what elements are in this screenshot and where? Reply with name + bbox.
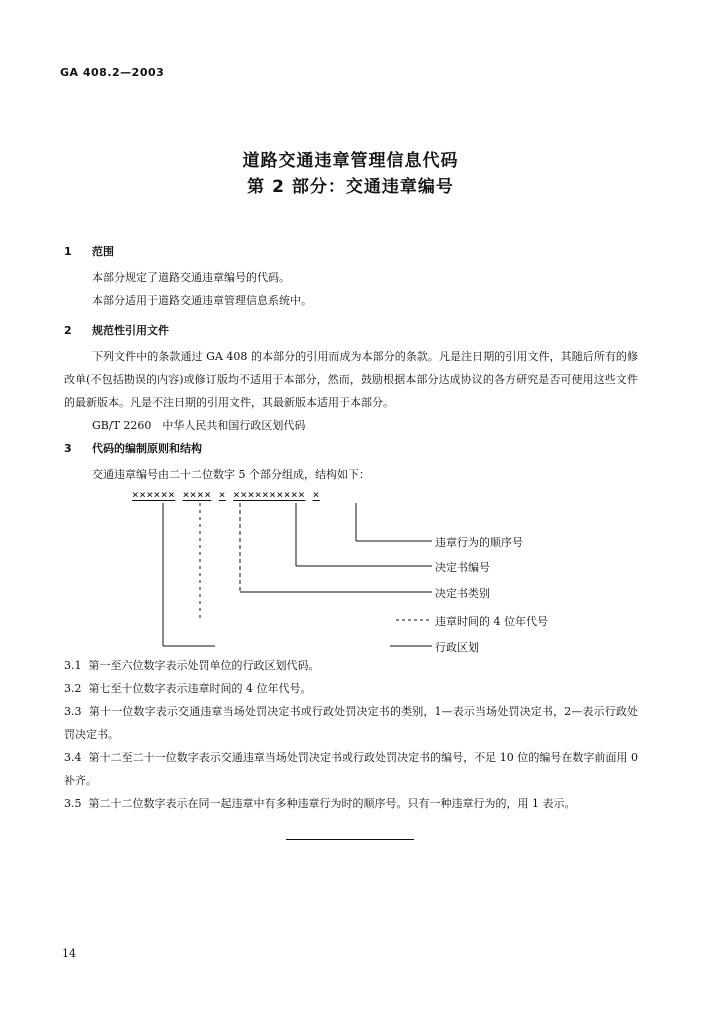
clause-text: 第一至六位数字表示处罚单位的行政区划代码。 [88, 659, 320, 672]
section-title: 代码的编制原则和结构 [92, 442, 202, 455]
clause-text: 第二十二位数字表示在同一起违章中有多种违章行为时的顺序号。只有一种违章行为的，用 1 表示。 [88, 797, 576, 810]
page-subtitle: 第 2 部分：交通违章编号 [247, 177, 454, 197]
clause-item [64, 677, 638, 700]
label-year: 违章时间的 4 位年代号 [435, 615, 548, 628]
section-number: 1 [64, 245, 72, 258]
code-group-year: ×××× [182, 488, 212, 501]
section-1-line: 本部分规定了道路交通违章编号的代码。 [92, 271, 290, 284]
label-region: 行政区划 [435, 641, 479, 654]
structure-intro: 交通违章编号由二十二位数字 5 个部分组成，结构如下： [92, 468, 370, 481]
section-number: 2 [64, 324, 72, 337]
normative-reference: GB/T 2260 中华人民共和国行政区划代码 [92, 419, 306, 432]
page-number: 14 [62, 947, 76, 960]
code-group-number: ×××××××××× [233, 488, 306, 501]
label-decision-type: 决定书类别 [435, 587, 490, 600]
document-id: GA 408.2—2003 [60, 66, 165, 79]
clause-text: 第十一位数字表示交通违章当场处罚决定书或行政处罚决定书的类别，1—表示当场处罚决定书，2—表示行政处罚决定书。 [64, 705, 638, 741]
label-sequence: 违章行为的顺序号 [435, 536, 523, 549]
clause-number: 3.2 [64, 682, 82, 695]
clause-number: 3.5 [64, 797, 82, 810]
code-group-type: × [218, 488, 226, 501]
label-decision-number: 决定书编号 [435, 561, 490, 574]
clause-item [64, 746, 638, 792]
section-1-line: 本部分适用于道路交通违章管理信息系统中。 [92, 294, 312, 307]
clause-number: 3.3 [64, 705, 82, 718]
end-rule [286, 839, 414, 840]
clause-item [64, 792, 638, 815]
clause-text: 第十二至二十一位数字表示交通违章当场处罚决定书或行政处罚决定书的编号，不足 10 位的编号在数字前面用 0 补齐。 [64, 751, 639, 787]
clause-number: 3.4 [64, 751, 82, 764]
clause-text: 第七至十位数字表示违章时间的 4 位年代号。 [88, 682, 312, 695]
code-group-sequence: × [312, 488, 320, 501]
section-title: 规范性引用文件 [92, 324, 169, 337]
clause-item [64, 700, 638, 746]
clause-item [64, 654, 638, 677]
section-number: 3 [64, 442, 72, 455]
section-2-paragraph: 下列文件中的条款通过 GA 408 的本部分的引用而成为本部分的条款。凡是注日期的引用文件，其随后所有的修改单(不包括勘误的内容)或修订版均不适用于本部分，然而，鼓励根据本部分达成协议的各方研究是否可使用这些文件的最新版本。凡是不注日期的引用文件，其最新版本适用于本部分。 [64, 350, 638, 409]
section-title: 范围 [92, 245, 114, 258]
code-group-region: ×××××× [132, 488, 176, 501]
page-title: 道路交通违章管理信息代码 [242, 151, 459, 171]
clause-number: 3.1 [64, 659, 82, 672]
